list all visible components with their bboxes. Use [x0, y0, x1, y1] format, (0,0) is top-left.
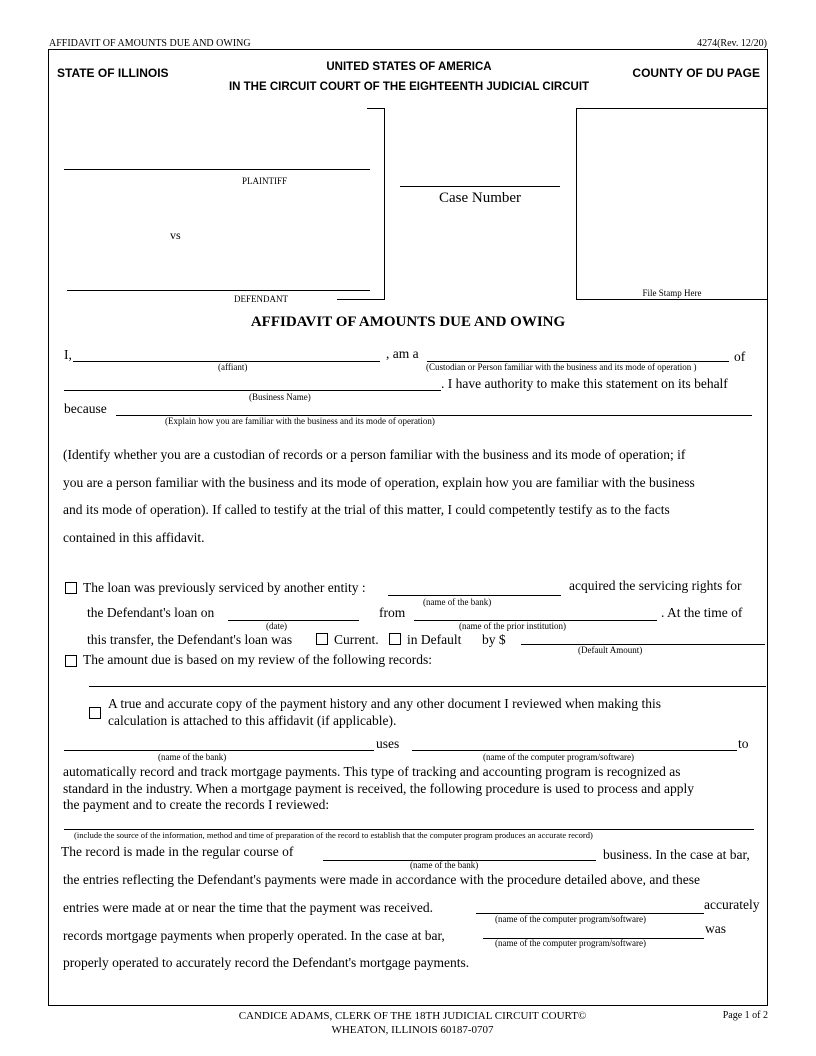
default-caption: (Default Amount) — [578, 645, 643, 655]
state-label: STATE OF ILLINOIS — [57, 66, 169, 80]
because-label: because — [64, 401, 107, 416]
program-caption-2: (name of the computer program/software) — [495, 914, 646, 924]
uses-bank-field[interactable] — [64, 750, 374, 751]
default-amount-field[interactable] — [521, 644, 765, 645]
servicer-bank-field[interactable] — [388, 595, 561, 596]
amount-due-checkbox[interactable] — [65, 655, 77, 667]
defendant-loan-on: the Defendant's loan on — [87, 605, 215, 620]
serviced-checkbox[interactable] — [65, 582, 77, 594]
records-payments-line: records mortgage payments when properly operated. In the case at bar, — [63, 928, 445, 943]
program-caption-1: (name of the computer program/software) — [483, 752, 634, 762]
file-stamp-label: File Stamp Here — [642, 288, 702, 298]
page-number: Page 1 of 2 — [722, 1010, 768, 1021]
serviced-text: The loan was previously serviced by another entity : — [83, 580, 366, 595]
at-time-text: . At the time of — [661, 605, 743, 620]
custodian-caption: (Custodian or Person familiar with the business and its mode of operation ) — [426, 362, 697, 372]
from-label: from — [379, 605, 406, 620]
default-checkbox[interactable] — [389, 633, 401, 645]
form-header-title: AFFIDAVIT OF AMOUNTS DUE AND OWING — [49, 38, 251, 49]
transfer-date-field[interactable] — [228, 620, 359, 621]
file-stamp-box — [576, 108, 768, 300]
bank-caption-3: (name of the bank) — [410, 860, 479, 870]
caption-divider-top — [367, 108, 384, 109]
was-label: was — [705, 921, 726, 936]
affiant-caption: (affiant) — [218, 362, 248, 372]
records-field[interactable] — [89, 686, 766, 687]
procedure-line-1: automatically record and track mortgage payments. This type of tracking and accounting program is recognized as — [63, 764, 681, 779]
copy-attached-text — [108, 696, 661, 729]
entries-time-line: entries were made at or near the time that the payment was received. — [63, 900, 433, 915]
program-caption-3: (name of the computer program/software) — [495, 938, 646, 948]
accurately-label: accurately — [704, 897, 760, 912]
in-default-label: in Default — [407, 632, 462, 647]
to-label: to — [738, 736, 749, 751]
source-caption: (include the source of the information, method and time of preparation of the record to establish that the computer program produces an accurate record) — [74, 830, 593, 840]
instructions-line-2: you are a person familiar with the business and its mode of operation, explain how you are familiar with the business — [63, 474, 695, 490]
case-number-field[interactable] — [400, 186, 560, 187]
bank-caption-2: (name of the bank) — [158, 752, 227, 762]
amount-due-text: The amount due is based on my review of the following records: — [83, 652, 433, 667]
procedure-line-3: the payment and to create the records I reviewed: — [63, 797, 330, 812]
case-number-label: Case Number — [438, 190, 522, 206]
vs-label: vs — [170, 228, 181, 242]
acquired-text: acquired the servicing rights for — [569, 578, 742, 593]
current-label: Current. — [334, 632, 379, 647]
defendant-line[interactable] — [67, 290, 370, 291]
uses-program-field[interactable] — [412, 750, 737, 751]
procedure-line-2: standard in the industry. When a mortgage payment is received, the following procedure is used to process and apply — [63, 780, 694, 796]
entries-line: the entries reflecting the Defendant's payments were made in accordance with the procedure detailed above, and these — [63, 872, 701, 887]
transfer-text: this transfer, the Defendant's loan was — [87, 632, 293, 647]
regular-course-text: The record is made in the regular course of — [61, 844, 294, 859]
procedure-paragraph — [63, 764, 694, 814]
prior-caption: (name of the prior institution) — [459, 621, 566, 631]
am-a-label: , am a — [386, 346, 419, 361]
instructions-line-4: contained in this affidavit. — [63, 529, 205, 545]
business-case-text: business. In the case at bar, — [603, 847, 750, 862]
current-checkbox[interactable] — [316, 633, 328, 645]
form-number: 4274(Rev. 12/20) — [697, 38, 767, 49]
instructions-line-1: (Identify whether you are a custodian of records or a person familiar with the business and its mode of operation; if — [63, 447, 686, 462]
footer-clerk: CANDICE ADAMS, CLERK OF THE 18TH JUDICIAL CIRCUIT COURT© — [238, 1010, 587, 1022]
instructions-line-3: and its mode of operation). If called to testify at the trial of this matter, I could competently testify as to the facts — [63, 502, 670, 517]
explain-caption: (Explain how you are familiar with the business and its mode of operation) — [165, 416, 435, 426]
caption-divider-bottom — [337, 299, 385, 300]
copy-line-1: A true and accurate copy of the payment history and any other document I reviewed when making this — [108, 696, 661, 711]
footer-address: WHEATON, ILLINOIS 60187-0707 — [331, 1024, 494, 1036]
plaintiff-label: PLAINTIFF — [242, 176, 288, 186]
uses-label: uses — [376, 736, 400, 751]
by-label: by $ — [482, 632, 506, 647]
i-label: I, — [64, 347, 72, 362]
authority-text: . I have authority to make this statement on its behalf — [441, 376, 728, 391]
date-caption: (date) — [266, 621, 287, 631]
defendant-label: DEFENDANT — [234, 294, 288, 304]
of-label: of — [734, 349, 746, 364]
instructions-paragraph — [63, 441, 695, 551]
copy-line-2: calculation is attached to this affidavit (if applicable). — [108, 712, 397, 728]
caption-divider — [384, 108, 385, 299]
document-title: AFFIDAVIT OF AMOUNTS DUE AND OWING — [250, 314, 566, 330]
plaintiff-line[interactable] — [64, 169, 370, 170]
bank-caption-1: (name of the bank) — [423, 597, 492, 607]
business-caption: (Business Name) — [249, 392, 311, 402]
properly-operated-line: properly operated to accurately record the Defendant's mortgage payments. — [63, 955, 470, 970]
business-name-field[interactable] — [64, 390, 441, 391]
county-label: COUNTY OF DU PAGE — [632, 66, 760, 80]
circuit-label: IN THE CIRCUIT COURT OF THE EIGHTEENTH JUDICIAL CIRCUIT — [228, 81, 590, 93]
country-label: UNITED STATES OF AMERICA — [326, 61, 492, 73]
copy-attached-checkbox[interactable] — [89, 707, 101, 719]
